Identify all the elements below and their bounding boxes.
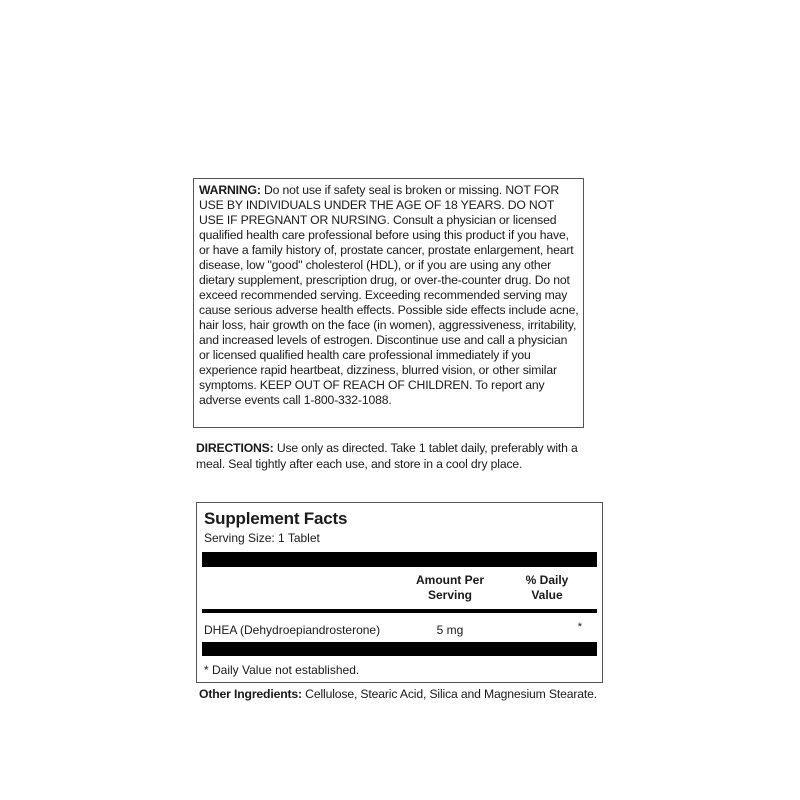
top-divider-bar [202, 552, 597, 567]
other-ingredients-text: Cellulose, Stearic Acid, Silica and Magnesium Stearate. [301, 687, 598, 701]
warning-box [193, 178, 584, 428]
directions-section [196, 441, 588, 472]
supplement-facts-title: Supplement Facts [204, 509, 348, 528]
nutrient-name: DHEA (Dehydroepiandrosterone) [204, 623, 381, 637]
warning-text: Do not use if safety seal is broken or missing. NOT FOR USE BY INDIVIDUALS UNDER THE AGE OF 18 YEARS. DO NOT USE IF PREGNANT OR NURSING. Consult a physician or licensed qualified health care professional before using this product if you have, or have a family history of, prostate cancer, prostate enlargement, heart disease, low "good" cholesterol (HDL), or if you are using any other dietary supplement, prescription drug, or over-the-counter drug. Do not exceed recommended serving. Exceeding recommended serving may cause serious adverse health effects. Possible side effects include acne, hair loss, hair growth on the face (in women), aggressiveness, irritability, and increased levels of estrogen. Discontinue use and call a physician or licensed qualified health care professional immediately if you experience rapid heartbeat, dizziness, blurred vision, or other similar symptoms. KEEP OUT OF REACH OF CHILDREN. To report any adverse events call 1-800-332-1088. [199, 183, 579, 407]
directions-label: DIRECTIONS: [196, 441, 274, 455]
other-ingredients-label: Other Ingredients: [199, 687, 302, 701]
daily-value-footnote: * Daily Value not established. [204, 663, 360, 677]
amount-header-line2: Serving [427, 588, 472, 602]
supplement-facts-panel [196, 502, 603, 683]
other-ingredients-section [199, 687, 609, 703]
amount-per-serving-header [405, 573, 495, 603]
dv-header-line1: % Daily [525, 573, 569, 587]
amount-header-line1: Amount Per [415, 573, 484, 587]
nutrient-amount: 5 mg [436, 623, 464, 637]
nutrient-daily-value: * [577, 621, 582, 633]
directions-text: Use only as directed. Take 1 tablet daily, preferably with a meal. Seal tightly after each use, and store in a cool dry place. [196, 441, 578, 471]
serving-size: Serving Size: 1 Tablet [204, 531, 320, 545]
daily-value-header [512, 573, 582, 603]
dv-header-line2: Value [531, 588, 563, 602]
warning-label: WARNING: [199, 183, 261, 197]
bottom-divider-bar [202, 642, 597, 656]
header-divider-bar [202, 609, 597, 613]
